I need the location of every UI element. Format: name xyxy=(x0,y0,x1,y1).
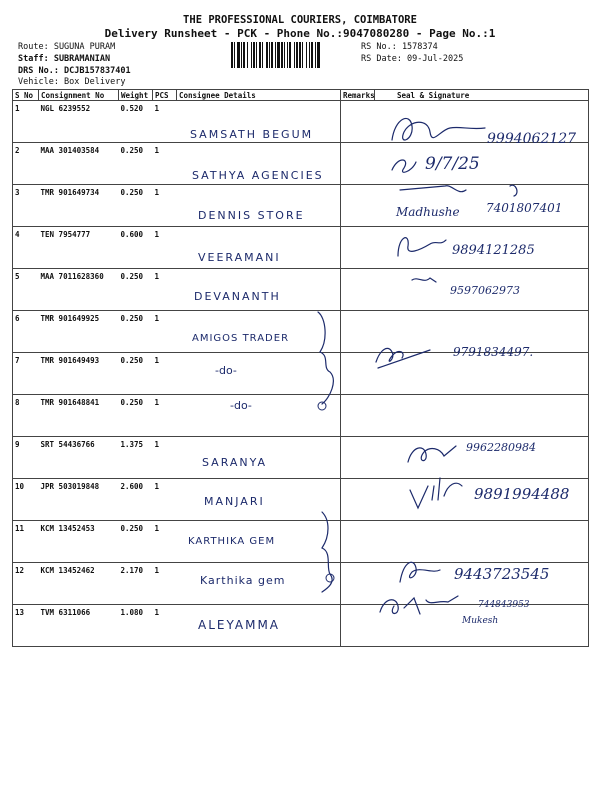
pcs-cell: 1 xyxy=(153,143,177,185)
consignment-cell: JPR 503019848 xyxy=(39,479,119,521)
barcode-bar xyxy=(309,42,310,68)
consignee-name-5: DEVANANTH xyxy=(194,290,281,303)
remarks-cell xyxy=(341,185,375,227)
weight-cell: 0.250 xyxy=(119,143,153,185)
barcode-bar xyxy=(253,42,255,68)
pcs-cell: 1 xyxy=(153,353,177,395)
consignee-cell xyxy=(177,395,341,437)
weight-cell: 1.375 xyxy=(119,437,153,479)
weight-cell: 2.600 xyxy=(119,479,153,521)
remarks-cell xyxy=(341,269,375,311)
sno-cell: 10 xyxy=(13,479,39,521)
sno-cell: 5 xyxy=(13,269,39,311)
consignment-cell: KCM 13452462 xyxy=(39,563,119,605)
col-weight: Weight xyxy=(119,90,153,101)
consignee-name-13: ALEYAMMA xyxy=(198,618,280,632)
weight-cell: 0.250 xyxy=(119,311,153,353)
barcode-bar xyxy=(299,42,301,68)
consignment-cell: TMR 901649925 xyxy=(39,311,119,353)
runsheet-subtitle: Delivery Runsheet - PCK - Phone No.:9047080280 - Page No.:1 xyxy=(104,27,496,40)
consignee-name-1: SAMSATH BEGUM xyxy=(190,128,314,141)
vehicle-label: Vehicle: Box Delivery xyxy=(18,77,126,87)
pcs-cell: 1 xyxy=(153,437,177,479)
sno-cell: 3 xyxy=(13,185,39,227)
consignee-name-8: -do- xyxy=(230,399,252,412)
sno-cell: 2 xyxy=(13,143,39,185)
col-pcs: PCS xyxy=(153,90,177,101)
consignment-cell: SRT 54436766 xyxy=(39,437,119,479)
signature-phone-4: 9894121285 xyxy=(452,243,535,258)
remarks-cell xyxy=(341,521,375,563)
table-header-row xyxy=(13,90,589,101)
signature-cell xyxy=(375,521,589,563)
remarks-cell xyxy=(341,311,375,353)
pcs-cell: 1 xyxy=(153,605,177,647)
signature-cell xyxy=(375,143,589,185)
barcode-bar xyxy=(317,42,320,68)
company-title: THE PROFESSIONAL COURIERS, COIMBATORE xyxy=(183,14,417,26)
weight-cell: 0.600 xyxy=(119,227,153,269)
consignee-name-11: KARTHIKA GEM xyxy=(188,536,276,547)
table-row xyxy=(13,521,589,563)
barcode-bar xyxy=(259,42,261,68)
table-row xyxy=(13,395,589,437)
barcode-bar xyxy=(296,42,298,68)
remarks-cell xyxy=(341,605,375,647)
weight-cell: 0.520 xyxy=(119,101,153,143)
weight-cell: 0.250 xyxy=(119,269,153,311)
pcs-cell: 1 xyxy=(153,269,177,311)
signature-phone-7: 9791834497. xyxy=(453,345,534,359)
sno-cell: 8 xyxy=(13,395,39,437)
barcode-bar xyxy=(251,42,252,68)
barcode-image xyxy=(231,42,356,68)
sno-cell: 13 xyxy=(13,605,39,647)
barcode-bar xyxy=(237,42,240,68)
barcode-bar xyxy=(247,42,248,68)
consignment-cell: NGL 6239552 xyxy=(39,101,119,143)
consignee-cell xyxy=(177,353,341,395)
barcode-bar xyxy=(315,42,316,68)
sno-cell: 1 xyxy=(13,101,39,143)
sno-cell: 11 xyxy=(13,521,39,563)
consignee-name-6: AMIGOS TRADER xyxy=(192,333,290,344)
barcode-bar xyxy=(281,42,283,68)
pcs-cell: 1 xyxy=(153,101,177,143)
barcode-bar xyxy=(311,42,313,68)
barcode-bar xyxy=(284,42,285,68)
barcode-bar xyxy=(262,42,263,68)
pcs-cell: 1 xyxy=(153,227,177,269)
consignee-name-4: VEERAMANI xyxy=(198,251,281,264)
consignee-name-2: SATHYA AGENCIES xyxy=(192,169,324,182)
consignment-cell: MAA 301403584 xyxy=(39,143,119,185)
barcode-bar xyxy=(234,42,235,68)
pcs-cell: 1 xyxy=(153,563,177,605)
remarks-cell xyxy=(341,479,375,521)
signature-name-13: Mukesh xyxy=(462,616,499,626)
weight-cell: 0.250 xyxy=(119,353,153,395)
remarks-cell xyxy=(341,395,375,437)
signature-phone-1: 9994062127 xyxy=(487,131,577,147)
signature-phone-5: 9597062973 xyxy=(450,284,520,297)
barcode-bar xyxy=(289,42,291,68)
consignee-name-7: -do- xyxy=(215,364,237,377)
pcs-cell: 1 xyxy=(153,479,177,521)
barcode-bar xyxy=(271,42,273,68)
barcode-bar xyxy=(294,42,295,68)
barcode-bar xyxy=(243,42,245,68)
signature-phone-12: 9443723545 xyxy=(454,565,550,583)
col-sno: S No xyxy=(13,90,39,101)
consignment-cell: TVM 6311066 xyxy=(39,605,119,647)
sno-cell: 12 xyxy=(13,563,39,605)
remarks-cell xyxy=(341,101,375,143)
consignment-cell: MAA 7011628360 xyxy=(39,269,119,311)
barcode-bar xyxy=(302,42,303,68)
signature-phone-3: 7401807401 xyxy=(486,201,563,215)
barcode-bar xyxy=(306,42,307,68)
signature-date-2: 9/7/25 xyxy=(425,154,480,174)
staff-label: Staff: SUBRAMANIAN xyxy=(18,54,111,64)
signature-cell xyxy=(375,395,589,437)
remarks-cell xyxy=(341,563,375,605)
remarks-cell xyxy=(341,227,375,269)
sno-cell: 9 xyxy=(13,437,39,479)
consignment-cell: KCM 13452453 xyxy=(39,521,119,563)
weight-cell: 0.250 xyxy=(119,395,153,437)
pcs-cell: 1 xyxy=(153,521,177,563)
consignee-name-3: DENNIS STORE xyxy=(198,209,305,222)
col-consignee: Consignee Details xyxy=(177,90,341,101)
barcode-bar xyxy=(231,42,233,68)
consignee-name-10: MANJARI xyxy=(204,495,265,508)
barcode-bar xyxy=(275,42,276,68)
consignee-cell xyxy=(177,311,341,353)
drs-number: DRS No.: DCJB157837401 xyxy=(18,66,131,76)
barcode-bar xyxy=(256,42,257,68)
remarks-cell xyxy=(341,437,375,479)
table-row xyxy=(13,605,589,647)
barcode-bar xyxy=(241,42,242,68)
weight-cell: 1.080 xyxy=(119,605,153,647)
barcode-bar xyxy=(277,42,280,68)
route-label: Route: SUGUNA PURAM xyxy=(18,42,116,52)
signature-phone-13: 744843953 xyxy=(478,600,530,610)
consignment-cell: TMR 901649734 xyxy=(39,185,119,227)
sno-cell: 4 xyxy=(13,227,39,269)
col-consignment: Consignment No xyxy=(39,90,119,101)
barcode-bar xyxy=(269,42,270,68)
weight-cell: 0.250 xyxy=(119,521,153,563)
sno-cell: 7 xyxy=(13,353,39,395)
sno-cell: 6 xyxy=(13,311,39,353)
signature-phone-10: 9891994488 xyxy=(474,485,570,503)
barcode-bar xyxy=(266,42,268,68)
weight-cell: 2.170 xyxy=(119,563,153,605)
pcs-cell: 1 xyxy=(153,185,177,227)
pcs-cell: 1 xyxy=(153,395,177,437)
rs-number: RS No.: 1578374 xyxy=(361,42,438,52)
col-remarks: Remarks xyxy=(341,90,375,101)
remarks-cell xyxy=(341,353,375,395)
consignee-name-9: SARANYA xyxy=(202,456,268,469)
signature-phone-9: 9962280984 xyxy=(466,441,536,454)
consignee-name-12: Karthika gem xyxy=(200,574,286,587)
col-signature: Seal & Signature xyxy=(375,90,589,101)
barcode-bar xyxy=(287,42,288,68)
consignment-cell: TMR 901648841 xyxy=(39,395,119,437)
consignment-cell: TEN 7954777 xyxy=(39,227,119,269)
rs-date: RS Date: 09-Jul-2025 xyxy=(361,54,464,64)
signature-name-3: Madhushe xyxy=(396,205,460,219)
remarks-cell xyxy=(341,143,375,185)
pcs-cell: 1 xyxy=(153,311,177,353)
consignment-cell: TMR 901649493 xyxy=(39,353,119,395)
weight-cell: 0.250 xyxy=(119,185,153,227)
